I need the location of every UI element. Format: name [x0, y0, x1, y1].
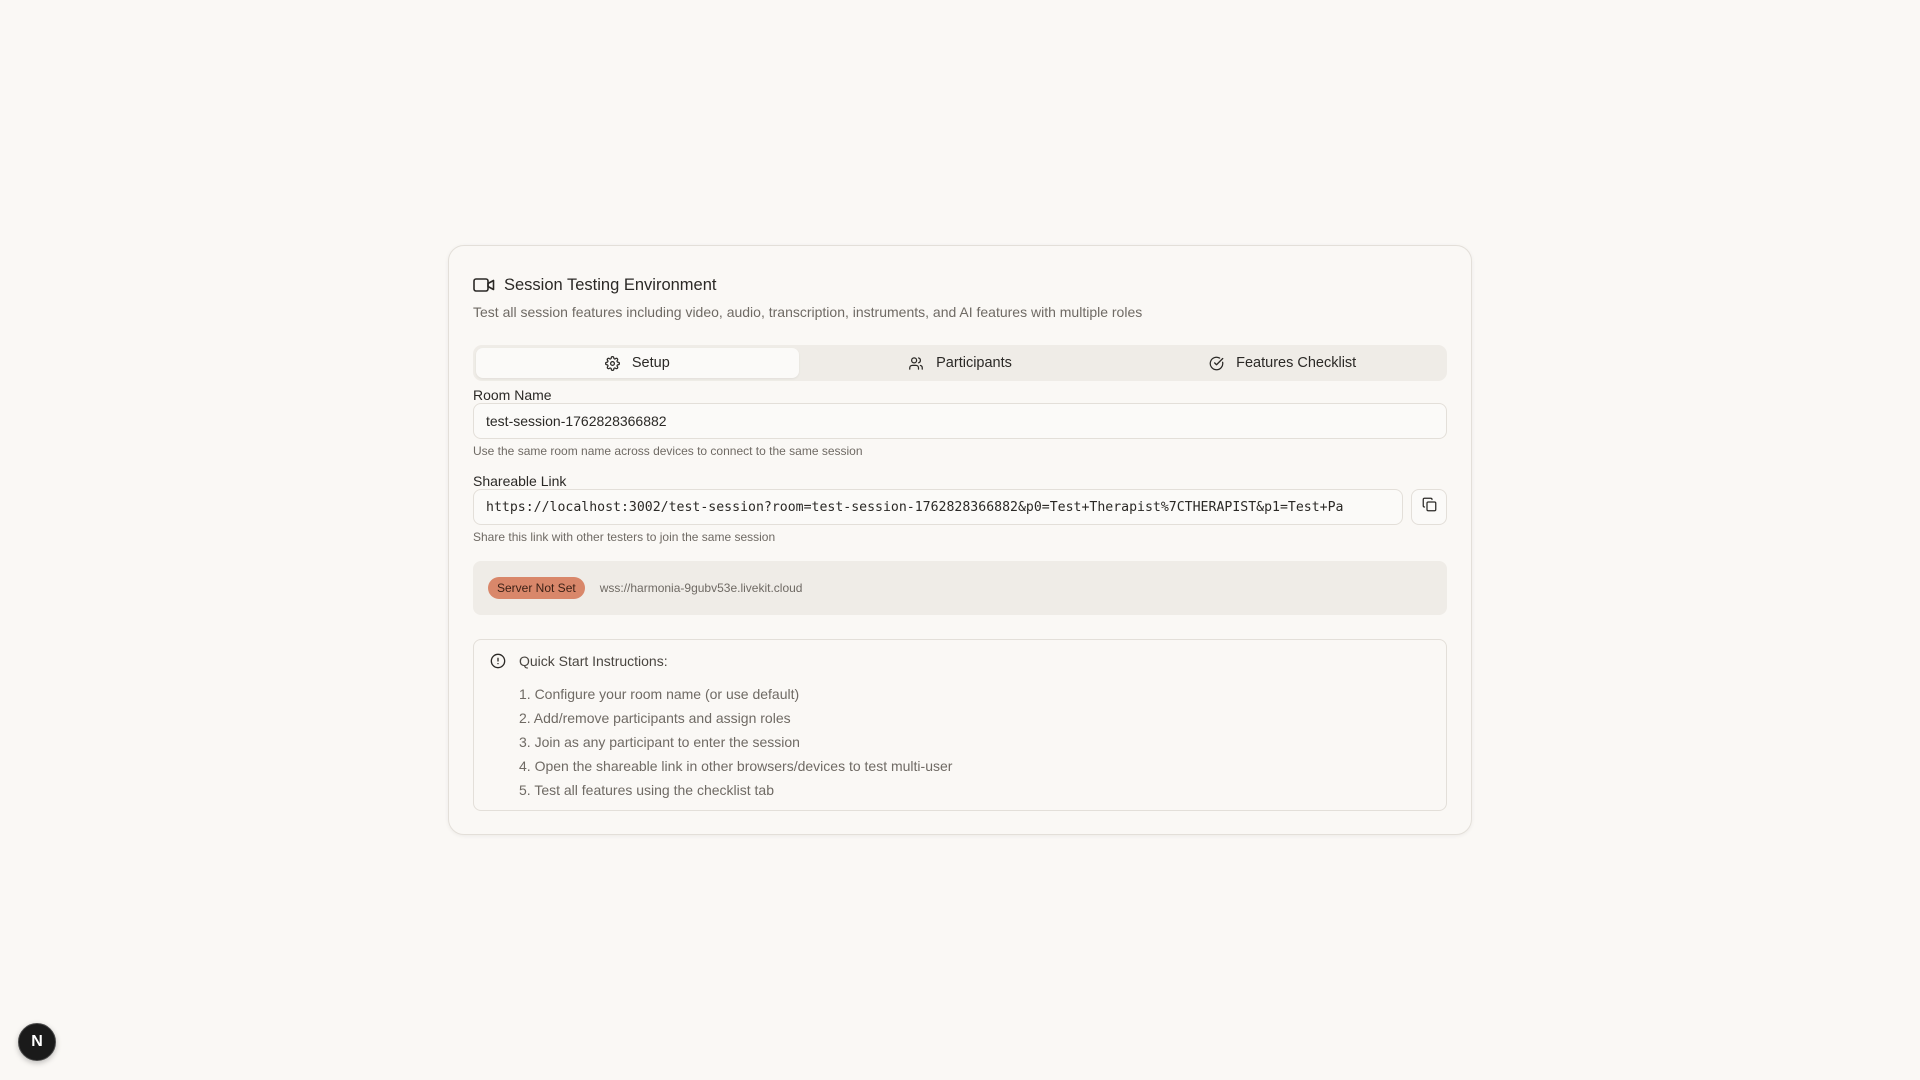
- nextjs-dev-button[interactable]: [18, 1023, 56, 1061]
- tab-participants-label: Participants: [936, 355, 1012, 371]
- title-row: [473, 272, 1447, 298]
- tab-participants[interactable]: [799, 348, 1122, 378]
- fab-label: N: [31, 1033, 43, 1050]
- shareable-link-hint: Share this link with other testers to join the same session: [473, 530, 776, 544]
- video-camera-icon: [473, 277, 495, 293]
- room-name-label: Room Name: [473, 387, 552, 403]
- copy-icon: [1422, 497, 1437, 517]
- info-circle-icon: [490, 653, 506, 669]
- room-name-hint: Use the same room name across devices to connect to the same session: [473, 444, 863, 458]
- server-status-badge: Server Not Set: [488, 577, 585, 599]
- page-title: Session Testing Environment: [504, 275, 717, 294]
- shareable-link-input[interactable]: https://localhost:3002/test-session?room=test-session-1762828366882&p0=Test+Therapist%7CTHERAPIST&p1=Test+Pa: [473, 489, 1403, 525]
- session-testing-card: [448, 245, 1472, 835]
- users-icon: [908, 356, 936, 371]
- list-item: 1. Configure your room name (or use default): [519, 686, 800, 702]
- copy-link-button[interactable]: [1411, 489, 1447, 525]
- tab-features-checklist[interactable]: [1121, 348, 1444, 378]
- page-description: Test all session features including video, audio, transcription, instruments, and AI features with multiple roles: [473, 304, 1143, 320]
- card-header: [473, 272, 1447, 320]
- list-item: 2. Add/remove participants and assign roles: [519, 710, 791, 726]
- gear-icon: [605, 356, 632, 371]
- quick-start-panel: [473, 639, 1447, 811]
- list-item: 4. Open the shareable link in other browsers/devices to test multi-user: [519, 758, 953, 774]
- list-item: 3. Join as any participant to enter the session: [519, 734, 800, 750]
- shareable-link-label: Shareable Link: [473, 473, 567, 489]
- quick-start-header: [490, 653, 668, 669]
- quick-start-title: Quick Start Instructions:: [519, 653, 668, 669]
- server-url: wss://harmonia-9gubv53e.livekit.cloud: [599, 581, 803, 595]
- server-status-box: [473, 561, 1447, 615]
- room-name-input[interactable]: test-session-1762828366882: [473, 403, 1447, 439]
- quick-start-list: [519, 682, 952, 802]
- tab-setup[interactable]: [476, 348, 799, 378]
- tab-setup-label: Setup: [631, 355, 670, 371]
- tab-features-checklist-label: Features Checklist: [1236, 355, 1357, 371]
- list-item: 5. Test all features using the checklist tab: [519, 782, 774, 798]
- check-circle-icon: [1209, 356, 1236, 371]
- tab-list: [473, 345, 1447, 381]
